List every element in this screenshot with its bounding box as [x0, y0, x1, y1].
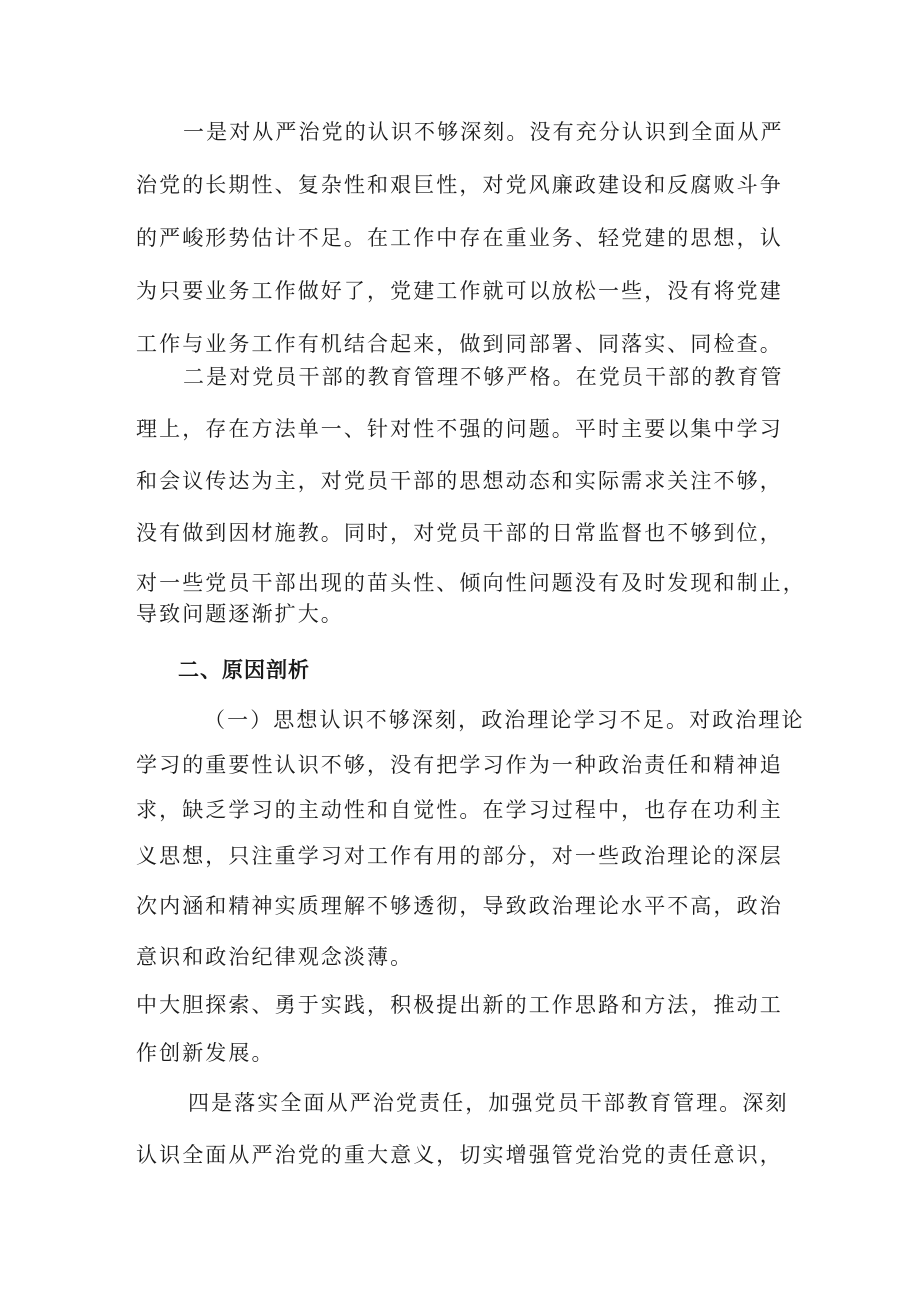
text-line: 治党的长期性、复杂性和艰巨性，对党风廉政建设和反腐败斗争 [136, 173, 783, 197]
text-line: 义思想，只注重学习对工作有用的部分，对一些政治理论的深层 [136, 844, 783, 868]
text-line: 认识全面从严治党的重大意义，切实增强管党治党的责任意识， [136, 1143, 783, 1167]
text-line: 二是对党员干部的教育管理不够严格。在党员干部的教育管 [183, 365, 784, 389]
text-line: 次内涵和精神实质理解不够透彻，导致政治理论水平不高，政治 [136, 894, 783, 918]
text-line: 导致问题逐渐扩大。 [136, 602, 344, 626]
text-line: 工作与业务工作有机结合起来，做到同部署、同落实、同检查。 [136, 332, 783, 356]
text-line: 理上，存在方法单一、针对性不强的问题。平时主要以集中学习 [136, 417, 783, 441]
text-line: 中大胆探索、勇于实践，积极提出新的工作思路和方法，推动工 [136, 993, 783, 1017]
section-heading: 二、原因剖析 [178, 658, 310, 682]
text-line: 求，缺乏学习的主动性和自觉性。在学习过程中，也存在功利主 [136, 798, 783, 822]
text-line: 学习的重要性认识不够，没有把学习作为一种政治责任和精神追 [136, 753, 783, 777]
text-line: 意识和政治纪律观念淡薄。 [136, 945, 414, 969]
text-line: 和会议传达为主，对党员干部的思想动态和实际需求关注不够， [136, 469, 783, 493]
text-line: 为只要业务工作做好了，党建工作就可以放松一些，没有将党建 [136, 279, 783, 303]
text-line: 作创新发展。 [136, 1041, 275, 1065]
text-line: 一是对从严治党的认识不够深刻。没有充分认识到全面从严 [183, 120, 784, 144]
text-line: 没有做到因材施教。同时，对党员干部的日常监督也不够到位， [136, 521, 783, 545]
text-line: 对一些党员干部出现的苗头性、倾向性问题没有及时发现和制止， [136, 571, 806, 595]
text-line: 四是落实全面从严治党责任，加强党员干部教育管理。深刻 [188, 1091, 789, 1115]
text-line: 的严峻形势估计不足。在工作中存在重业务、轻党建的思想，认 [136, 226, 783, 250]
text-line: （一）思想认识不够深刻，政治理论学习不足。对政治理论 [204, 708, 805, 732]
